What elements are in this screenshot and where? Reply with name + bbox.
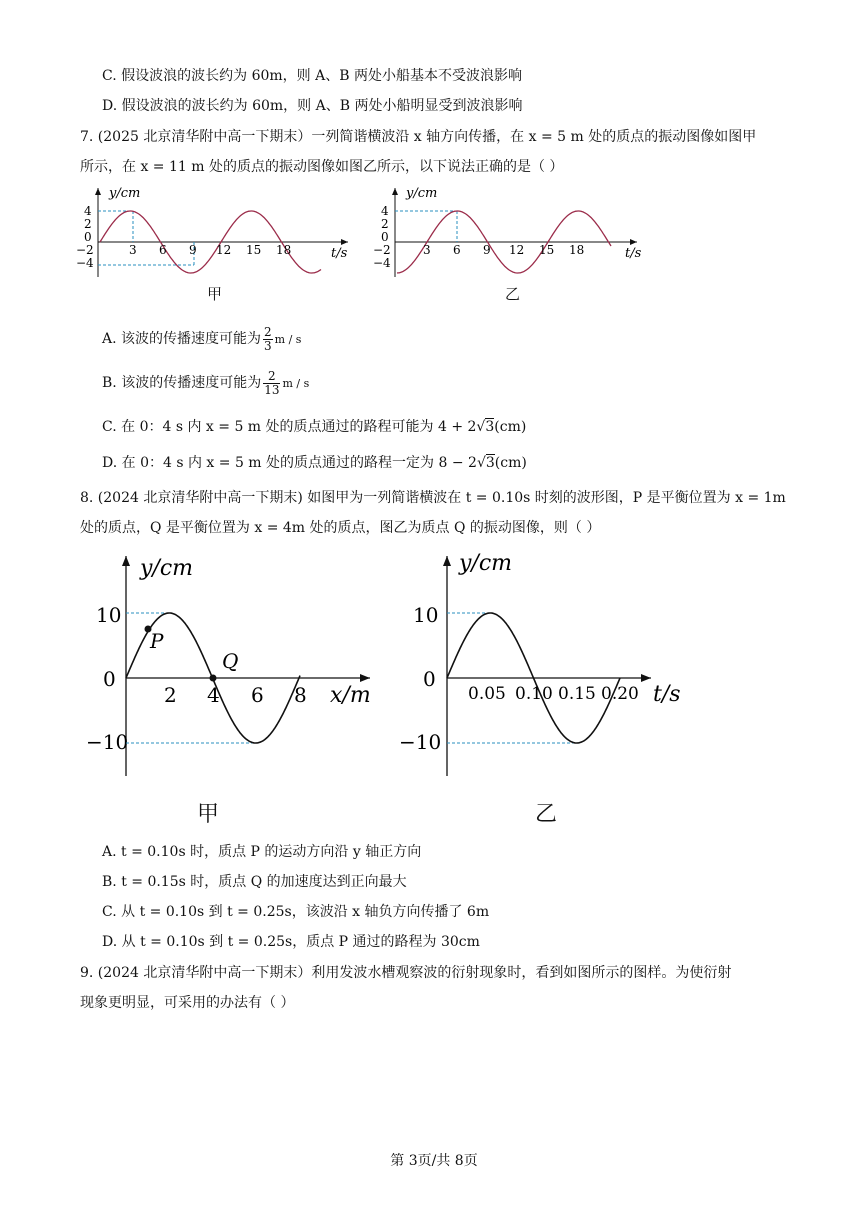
q8-jia-xtick: 6 (251, 683, 264, 707)
q7-yi-xtick: 12 (509, 243, 525, 257)
q8-jia-ytick: 10 (96, 603, 122, 627)
q7-yi-xlabel: t/s (625, 246, 642, 261)
q7-jia-xlabel: t/s (331, 246, 348, 261)
q7-option-d-text: D. 在 0：4 s 内 x = 5 m 处的质点通过的路程一定为 8 − 2 (102, 455, 477, 471)
q7-option-a-num: 2 (264, 324, 272, 339)
q8-caption-yi: 乙 (535, 802, 558, 827)
q7-option-a-den: 3 (264, 338, 272, 353)
q8-stem-line2: 处的质点，Q 是平衡位置为 x = 4m 处的质点，图乙为质点 Q 的振动图像，则（ ） (80, 520, 601, 536)
q7-jia-xtick: 3 (129, 243, 137, 257)
q7-option-d-radicand: 3 (485, 455, 495, 471)
q8-jia-xlabel: x/m (330, 683, 371, 708)
q6-option-c: C. 假设波浪的波长约为 60m，则 A、B 两处小船基本不受波浪影响 (102, 68, 522, 84)
q7-option-c (102, 417, 526, 437)
q7-option-b-den: 13 (264, 382, 280, 397)
q7-jia-xtick: 6 (159, 243, 167, 257)
q9-stem-line1: 9. (2024 北京清华附中高一下期末）利用发波水槽观察波的衍射现象时，看到如图所示的图样。为使衍射 (80, 965, 732, 981)
q8-yi-ytick: 10 (413, 603, 439, 627)
q9-stem-line2: 现象更明显，可采用的办法有（ ） (80, 995, 295, 1011)
point-q-marker (210, 675, 217, 682)
q7-option-d-unit: (cm) (494, 455, 527, 471)
q7-jia-xtick: 9 (189, 243, 197, 257)
q6-option-d: D. 假设波浪的波长约为 60m，则 A、B 两处小船明显受到波浪影响 (102, 98, 523, 114)
q8-graph-yi (395, 548, 695, 783)
q8-graph-jia (88, 548, 388, 783)
q8-yi-xlabel: t/s (653, 682, 681, 707)
q7-jia-ylabel: y/cm (109, 186, 141, 201)
q7-option-c-unit: (cm) (494, 419, 527, 435)
q7-option-c-text: C. 在 0：4 s 内 x = 5 m 处的质点通过的路程可能为 4 + 2 (102, 419, 477, 435)
q7-caption-jia: 甲 (207, 285, 223, 303)
q7-option-d (102, 453, 527, 473)
q7-yi-ytick-neg2: −2 (373, 243, 391, 257)
q8-jia-xtick: 2 (164, 683, 177, 707)
q7-yi-xtick: 9 (483, 243, 491, 257)
page-footer: 第 3页/共 8页 (390, 1153, 478, 1169)
q8-jia-label-p: P (150, 629, 164, 653)
q7-option-a-fraction (263, 326, 273, 353)
q7-yi-xtick: 18 (569, 243, 585, 257)
q7-option-b-text: B. 该波的传播速度可能为 (102, 375, 262, 391)
q7-option-c-sqrt-sign: √ (476, 419, 486, 435)
q7-yi-ytick-4: 4 (381, 204, 389, 218)
q8-jia-label-q: Q (222, 649, 239, 673)
q8-option-c: C. 从 t = 0.10s 到 t = 0.25s，该波沿 x 轴负方向传播了 6m (102, 904, 490, 920)
q8-yi-xtick: 0.20 (601, 684, 639, 704)
q8-jia-ylabel: y/cm (140, 556, 194, 581)
q7-graph-jia (78, 182, 358, 282)
q8-yi-xtick: 0.10 (515, 684, 553, 704)
q8-yi-ytick: 0 (423, 667, 436, 691)
q7-yi-xtick: 6 (453, 243, 461, 257)
q7-jia-xtick: 12 (216, 243, 232, 257)
q8-yi-xtick: 0.15 (558, 684, 596, 704)
q8-jia-xtick: 4 (207, 683, 220, 707)
q7-yi-ytick-2: 2 (381, 217, 389, 231)
q7-option-b-fraction (263, 370, 280, 397)
q7-jia-xtick: 15 (246, 243, 262, 257)
q7-jia-xtick: 18 (276, 243, 292, 257)
q7-yi-ylabel: y/cm (406, 186, 438, 201)
q8-yi-ytick: −10 (399, 730, 442, 754)
q7-jia-ytick-0: 0 (84, 230, 92, 244)
q7-option-a-text: A. 该波的传播速度可能为 (102, 331, 262, 347)
q8-jia-ytick: 0 (103, 667, 116, 691)
q7-yi-xtick: 15 (539, 243, 555, 257)
q7-option-a (102, 322, 301, 356)
q7-option-c-radicand: 3 (485, 419, 495, 435)
q8-yi-ylabel: y/cm (459, 551, 513, 576)
q8-option-a: A. t = 0.10s 时，质点 P 的运动方向沿 y 轴正方向 (102, 844, 422, 860)
q8-jia-xtick: 8 (294, 683, 307, 707)
q7-yi-xtick: 3 (423, 243, 431, 257)
q8-caption-jia: 甲 (197, 802, 220, 827)
q8-yi-xtick: 0.05 (468, 684, 506, 704)
q7-stem-line2: 所示，在 x = 11 m 处的质点的振动图像如图乙所示，以下说法正确的是（ ） (80, 159, 564, 175)
q7-graph-yi (375, 182, 655, 282)
q8-option-b: B. t = 0.15s 时，质点 Q 的加速度达到正向最大 (102, 874, 407, 890)
q7-option-d-sqrt-sign: √ (476, 455, 486, 471)
q7-yi-ytick-0: 0 (381, 230, 389, 244)
q7-jia-ytick-neg2: −2 (76, 243, 94, 257)
q7-jia-ytick-2: 2 (84, 217, 92, 231)
q7-jia-ytick-neg4: −4 (76, 256, 94, 270)
q8-stem-line1: 8. (2024 北京清华附中高一下期末) 如图甲为一列简谐横波在 t = 0.10s 时刻的波形图，P 是平衡位置为 x = 1m (80, 490, 786, 506)
q7-option-a-unit: m / s (274, 333, 302, 346)
q7-yi-ytick-neg4: −4 (373, 256, 391, 270)
q8-option-d: D. 从 t = 0.10s 到 t = 0.25s，质点 P 通过的路程为 30cm (102, 934, 480, 950)
q7-option-b-unit: m / s (282, 377, 310, 390)
q7-jia-ytick-4: 4 (84, 204, 92, 218)
q7-option-b (102, 366, 309, 400)
q7-stem-line1: 7. (2025 北京清华附中高一下期末）一列简谐横波沿 x 轴方向传播，在 x = 5 m 处的质点的振动图像如图甲 (80, 129, 757, 145)
q8-jia-ytick: −10 (86, 730, 129, 754)
q7-option-b-num: 2 (263, 370, 280, 384)
q7-caption-yi: 乙 (505, 285, 521, 303)
